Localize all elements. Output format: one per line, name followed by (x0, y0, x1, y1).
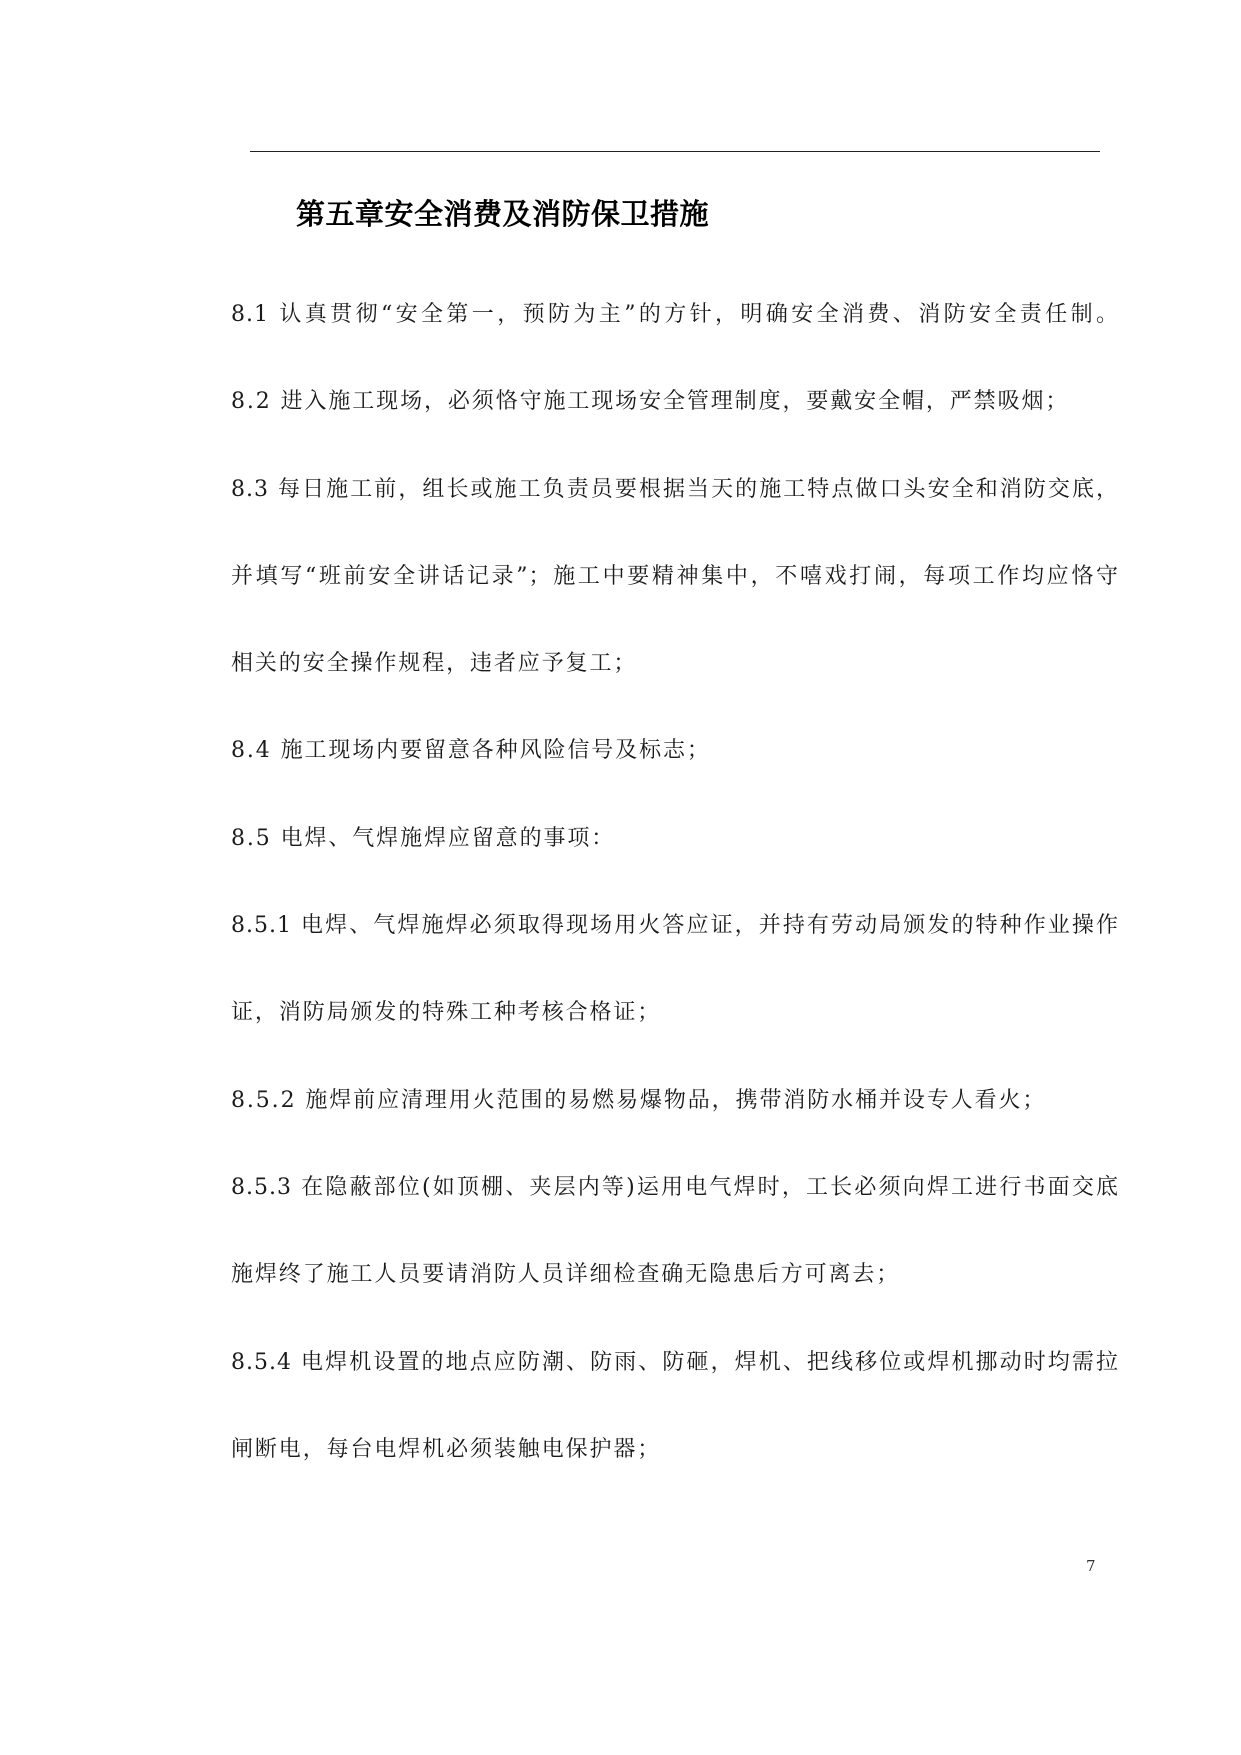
body-line: 相关的安全操作规程，违者应予复工； (231, 651, 638, 677)
document-body (231, 271, 1119, 1493)
body-line: 证，消防局颁发的特殊工种考核合格证； (231, 1000, 662, 1026)
body-line: 8.5.4 电焊机设置的地点应防潮、防雨、防砸，焊机、把线移位或焊机挪动时均需拉 (231, 1349, 1119, 1375)
body-line: 8.3 每日施工前，组长或施工负责员要根据当天的施工特点做口头安全和消防交底， (231, 476, 1119, 502)
body-line: 8.5.2 施焊前应清理用火范围的易燃易爆物品，携带消防水桶并设专人看火； (231, 1087, 1047, 1113)
body-line: 并填写“班前安全讲话记录”；施工中要精神集中，不嘻戏打闹，每项工作均应恪守 (231, 563, 1119, 589)
body-line: 8.5.3 在隐蔽部位(如顶棚、夹层内等)运用电气焊时，工长必须向焊工进行书面交底 (231, 1174, 1119, 1200)
body-line: 8.1 认真贯彻“安全第一，预防为主”的方针，明确安全消费、消防安全责任制。 (231, 302, 1119, 327)
page-number: 7 (1086, 1557, 1096, 1575)
header-rule (250, 151, 1100, 152)
body-line: 施焊终了施工人员要请消防人员详细检查确无隐患后方可离去； (231, 1262, 901, 1288)
body-line: 8.5.1 电焊、气焊施焊必须取得现场用火答应证，并持有劳动局颁发的特种作业操作 (231, 913, 1119, 939)
body-line: 闸断电，每台电焊机必须装触电保护器； (231, 1436, 662, 1462)
body-line: 8.5 电焊、气焊施焊应留意的事项： (231, 825, 616, 851)
body-line: 8.4 施工现场内要留意各种风险信号及标志； (231, 738, 711, 764)
body-line: 8.2 进入施工现场，必须恪守施工现场安全管理制度，要戴安全帽，严禁吸烟； (231, 389, 1070, 415)
chapter-title: 第五章安全消费及消防保卫措施 (296, 197, 710, 231)
